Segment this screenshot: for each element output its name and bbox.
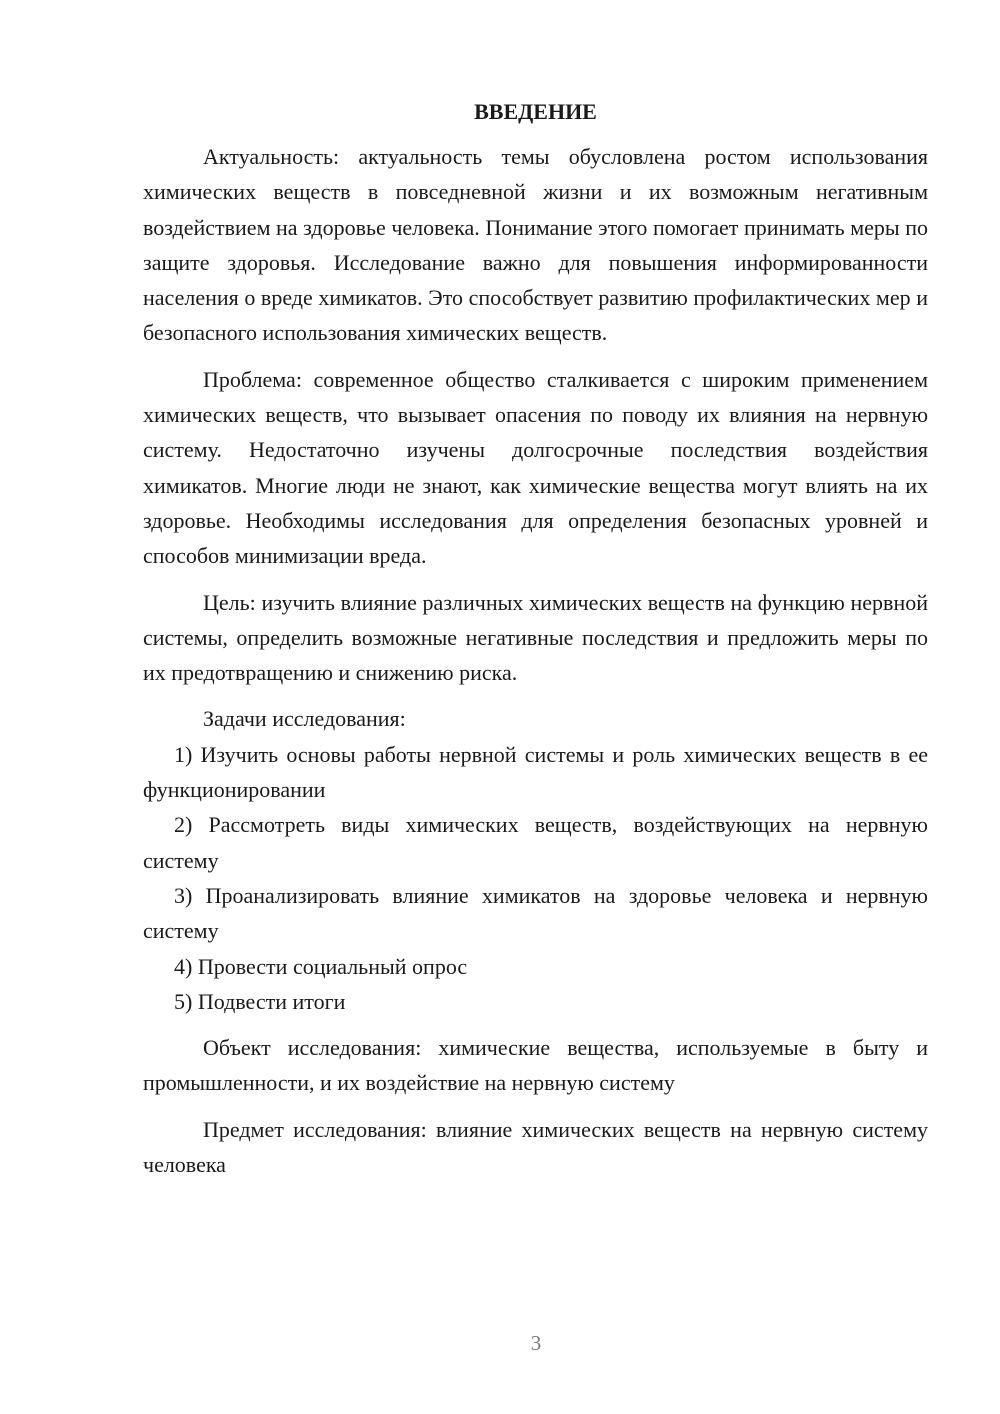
task-item-5: 5) Подвести итоги [174,988,346,1014]
goal-paragraph: Цель: изучить влияние различных химических веществ на функцию нервной системы, определить возможные негативные последствия и предложить меры по их предотвращению и снижению риска. [143,589,928,686]
page-number: 3 [530,1331,542,1355]
task-item-2: 2) Рассмотреть виды химических веществ, воздействующих на нервную систему [143,812,928,873]
object-paragraph: Объект исследования: химические вещества, используемые в быту и промышленности, и их воздействие на нервную систему [143,1035,928,1096]
subject-paragraph: Предмет исследования: влияние химических веществ на нервную систему человека [143,1116,928,1178]
page-content [143,94,928,1182]
page-title: ВВЕДЕНИЕ [474,99,597,124]
task-item-1: 1) Изучить основы работы нервной системы и роль химических веществ в ее функционировании [143,741,928,803]
task-item-3: 3) Проанализировать влияние химикатов на здоровье человека и нервную систему [143,882,928,944]
task-item-4: 4) Провести социальный опрос [174,953,468,979]
tasks-title: Задачи исследования: [203,706,406,732]
problem-paragraph: Проблема: современное общество сталкивается с широким применением химических веществ, что вызывает опасения по поводу их влияния на нервную систему. Недостаточно изучены долгосрочные последствия воздействия химикатов. Многие люди не знают, как химические вещества могут влиять на их здоровье. Необходимы исследования для определения безопасных уровней и способов минимизации вреда. [143,366,928,569]
relevance-paragraph: Актуальность: актуальность темы обусловлена ростом использования химических веществ в повседневной жизни и их возможным негативным воздействием на здоровье человека. Понимание этого помогает принимать меры по защите здоровья. Исследование важно для повышения информированности населения о вреде химикатов. Это способствует развитию профилактических мер и безопасного использования химических веществ. [143,144,928,346]
